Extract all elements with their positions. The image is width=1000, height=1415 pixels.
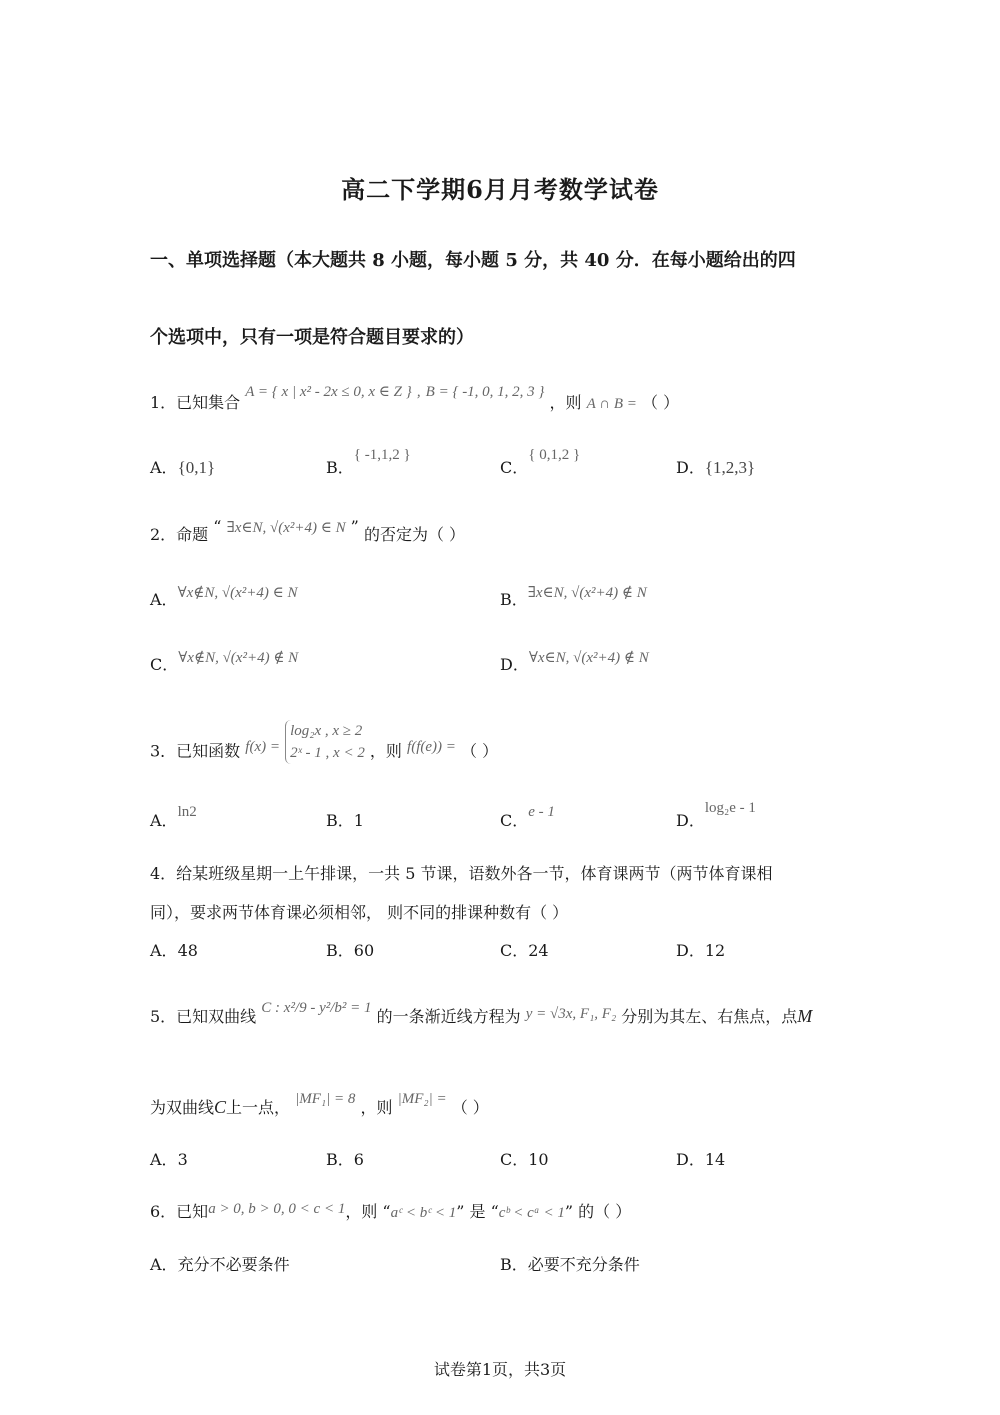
q4-option-c: C．24	[500, 941, 549, 960]
q2-close-quote: ”	[350, 517, 359, 536]
q5-mid-2: 分别为其左、右焦点，点	[621, 1007, 798, 1026]
q6-option-b: B．必要不充分条件	[500, 1255, 640, 1274]
q3-option-a: A．ln2	[150, 804, 197, 830]
q5-mid-1: 的一条渐近线方程为	[376, 1007, 521, 1026]
q6-option-a: A．充分不必要条件	[150, 1255, 290, 1274]
q1-option-c: C．{ 0,1,2 }	[500, 447, 581, 477]
q5-prefix: 5．已知双曲线	[150, 1007, 257, 1026]
q4-line-2: 同），要求两节体育课必须相邻， 则不同的排课种数有（ ）	[150, 903, 569, 922]
q2-suffix: 的否定为（ ）	[363, 525, 466, 544]
q3-case-1: log₂x , x ≥ 2	[290, 723, 363, 739]
q3-prefix: 3．已知函数	[150, 741, 241, 761]
q1-set-a: A = { x | x² - 2x ≤ 0, x ∈ Z }	[245, 384, 412, 400]
q1-expr: A ∩ B =	[586, 396, 637, 412]
q5-asymptote: y = √3x, F₁, F₂	[525, 1006, 617, 1022]
q4-option-a: A．48	[150, 941, 198, 960]
q1-mid: ，则	[549, 393, 582, 412]
question-3	[150, 723, 499, 774]
section-heading-line1: 一、单项选择题（本大题共 8 小题，每小题 5 分，共 40 分．在每小题给出的四	[150, 250, 796, 271]
q5-line2-prefix: 为双曲线	[150, 1098, 215, 1117]
q1-prefix: 1．已知集合	[150, 393, 241, 412]
q3-piecewise	[285, 720, 365, 764]
q1-option-b: B．{ -1,1,2 }	[326, 447, 411, 477]
q2-open-quote: “	[213, 517, 222, 536]
q2-option-b: B．∃x∈N, √(x²+4) ∉ N	[500, 585, 647, 609]
q5-ask: |MF₂| =	[397, 1091, 447, 1107]
q1-suffix: （ ）	[642, 393, 680, 412]
question-2	[150, 517, 466, 545]
q6-suffix: ” 的（ ）	[564, 1202, 632, 1221]
q5-suffix: （ ）	[451, 1098, 489, 1117]
question-6	[150, 1199, 631, 1222]
page-title: 高二下学期6月月考数学试卷	[341, 175, 659, 204]
q5-line-1	[150, 1000, 813, 1027]
section-heading-line2: 个选项中，只有一项是符合题目要求的）	[150, 327, 474, 348]
q5-curve-c: C	[214, 1097, 227, 1117]
q6-mid-2: ” 是 “	[456, 1202, 499, 1221]
q3-case-2: 2ˣ - 1 , x < 2	[290, 745, 365, 761]
q2-statement: ∃x∈N, √(x²+4) ∈ N	[226, 520, 346, 536]
q5-curve: C : x²/9 - y²/b² = 1	[261, 1000, 372, 1016]
q6-q: cᵇ < cᵃ < 1	[498, 1205, 565, 1221]
q6-mid-1: ，则 “	[345, 1202, 391, 1221]
q1-option-d: D．{1,2,3}	[676, 458, 756, 477]
q3-option-c: C．e - 1	[500, 804, 555, 830]
page-footer: 试卷第1页，共3页	[433, 1360, 567, 1379]
q5-then: ，则	[360, 1098, 393, 1117]
q2-prefix: 2．命题	[150, 525, 209, 544]
q3-expr: f(f(e)) =	[407, 738, 456, 755]
q3-option-d: D．log₂e - 1	[676, 800, 756, 830]
q3-fx: f(x) =	[245, 738, 280, 755]
q3-option-b: B．1	[326, 811, 364, 830]
q5-option-c: C．10	[500, 1150, 549, 1169]
q4-option-b: B．60	[326, 941, 375, 960]
q6-p: aᶜ < bᶜ < 1	[390, 1205, 457, 1221]
q3-mid: ，则	[369, 741, 402, 761]
q5-option-b: B．6	[326, 1150, 364, 1169]
q3-suffix: （ ）	[460, 741, 499, 761]
q5-point-m: M	[797, 1006, 813, 1026]
q6-prefix: 6．已知	[150, 1202, 209, 1221]
q4-option-d: D．12	[676, 941, 726, 960]
q5-line2-mid: 上一点，	[226, 1098, 291, 1117]
q5-condition: |MF₁| = 8	[295, 1091, 356, 1107]
q6-condition: a > 0, b > 0, 0 < c < 1	[208, 1201, 346, 1217]
q2-option-c: C．∀x∉N, √(x²+4) ∉ N	[150, 650, 299, 674]
q5-option-a: A．3	[150, 1150, 188, 1169]
q1-option-a: A．{0,1}	[150, 458, 216, 477]
q2-option-d: D．∀x∈N, √(x²+4) ∉ N	[500, 650, 649, 674]
q5-line-2	[150, 1091, 489, 1118]
q4-line-1: 4．给某班级星期一上午排课，一共 5 节课，语数外各一节，体育课两节（两节体育课相	[150, 864, 773, 883]
q1-set-b: B = { -1, 0, 1, 2, 3 }	[425, 384, 545, 400]
q5-option-d: D．14	[676, 1150, 726, 1169]
question-1: 1．已知集合 A = { x | x² - 2x ≤ 0, x ∈ Z } , B = { -1, 0, 1, 2, 3 } ，则 A ∩ B = （ ）	[150, 384, 680, 412]
q2-option-a: A．∀x∉N, √(x²+4) ∈ N	[150, 585, 298, 609]
